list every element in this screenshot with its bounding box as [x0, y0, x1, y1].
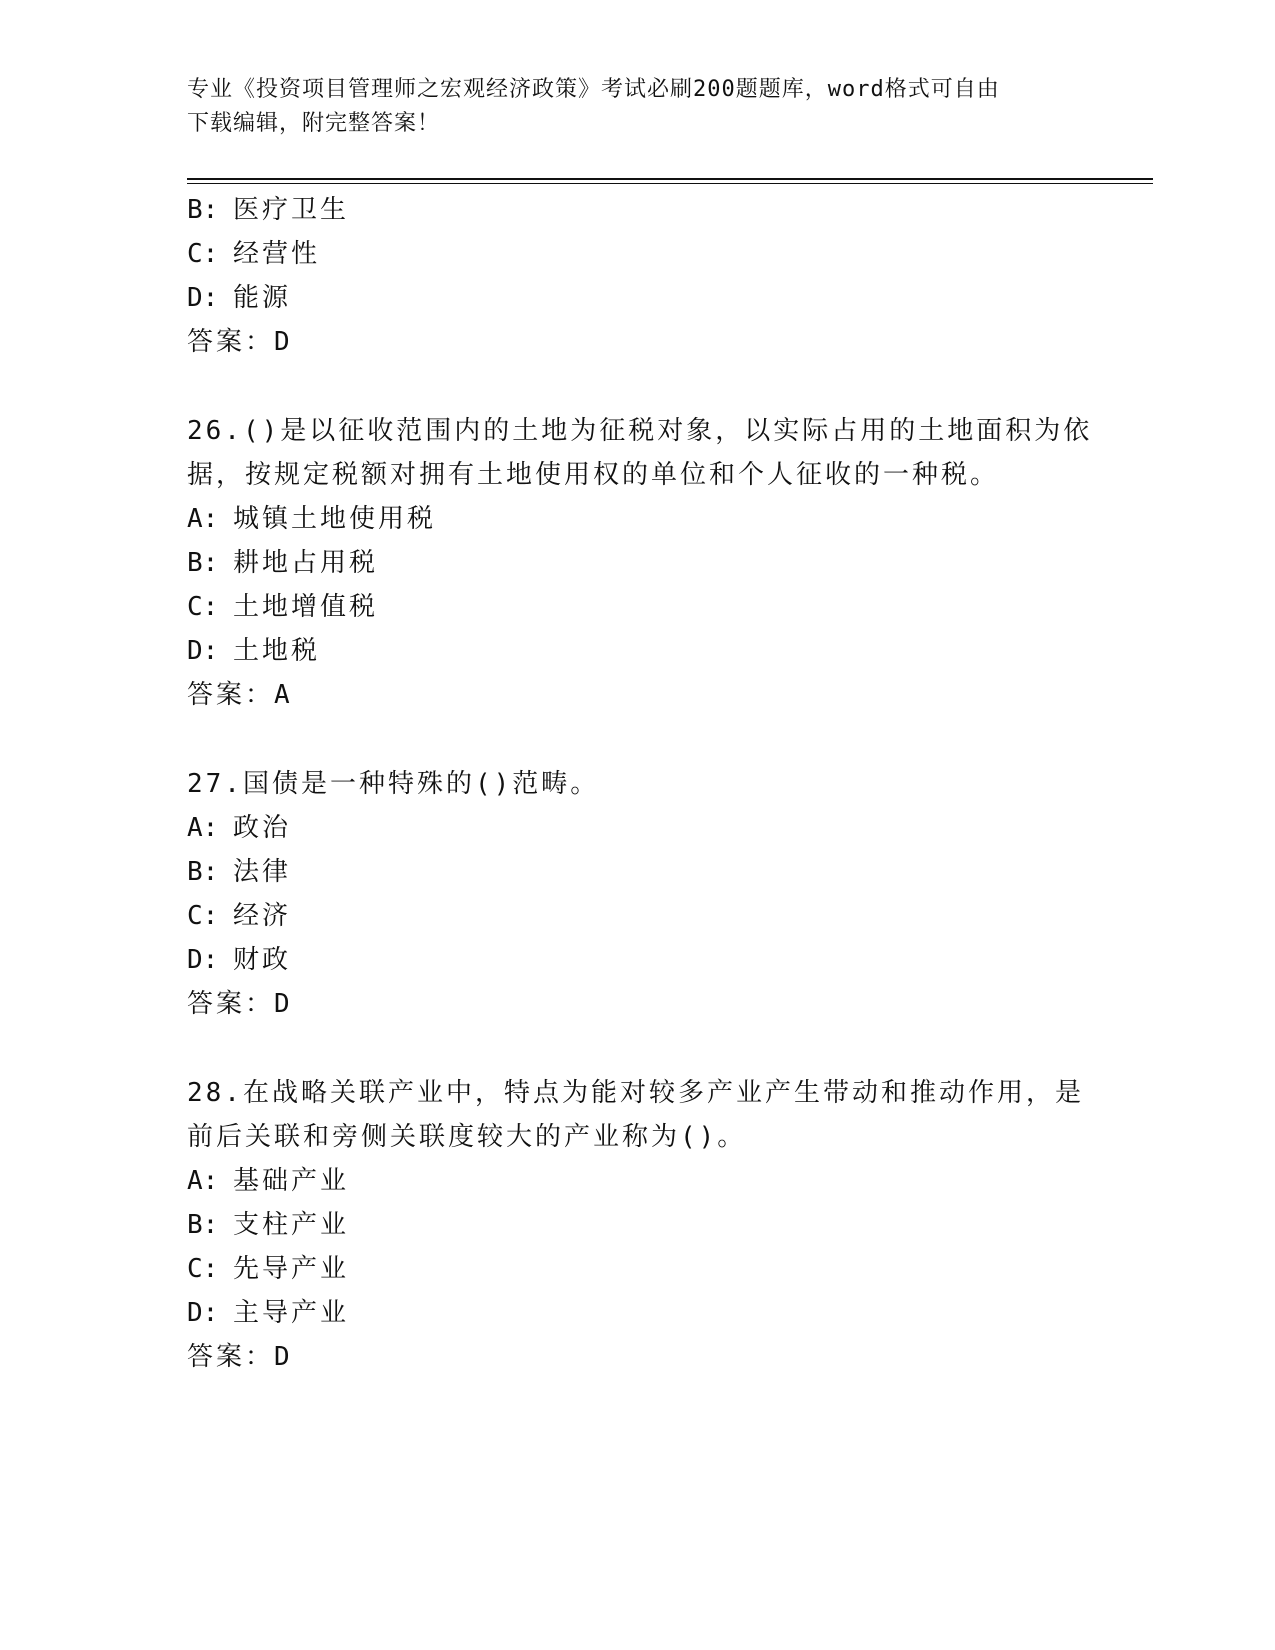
document-header	[187, 73, 1087, 141]
q26-option-a	[187, 501, 436, 537]
q25-answer: 答案：D	[187, 327, 293, 357]
option-text: 法律	[233, 857, 292, 887]
option-text: 城镇土地使用税	[233, 504, 437, 534]
option-text: 财政	[233, 945, 292, 975]
option-text: 支柱产业	[233, 1210, 350, 1240]
option-letter: D:	[187, 283, 219, 313]
option-letter: B:	[187, 1210, 219, 1240]
option-text: 医疗卫生	[233, 195, 350, 225]
option-letter: C:	[187, 901, 219, 931]
q26-option-d	[187, 633, 320, 669]
option-text: 土地增值税	[233, 592, 379, 622]
option-text: 政治	[233, 813, 292, 843]
q26-option-c	[187, 589, 378, 625]
q25-option-b	[187, 192, 349, 228]
q27-option-a	[187, 810, 291, 846]
q28-answer: 答案：D	[187, 1342, 293, 1372]
q27-option-c	[187, 898, 291, 934]
option-letter: C:	[187, 239, 219, 269]
option-letter: B:	[187, 857, 219, 887]
option-text: 基础产业	[233, 1166, 350, 1196]
header-line-1: 专业《投资项目管理师之宏观经济政策》考试必刷200题题库，word格式可自由	[187, 77, 1000, 102]
q26-text-line-1: 26.()是以征收范围内的土地为征税对象，以实际占用的土地面积为依	[187, 416, 1093, 446]
option-text: 经济	[233, 901, 292, 931]
q28-option-d	[187, 1295, 349, 1331]
q28-text-line-1: 28.在战略关联产业中，特点为能对较多产业产生带动和推动作用，是	[187, 1078, 1084, 1108]
q26-text-line-2: 据，按规定税额对拥有土地使用权的单位和个人征收的一种税。	[187, 460, 1000, 490]
option-text: 主导产业	[233, 1298, 350, 1328]
header-rule-thick	[187, 178, 1153, 180]
option-text: 先导产业	[233, 1254, 350, 1284]
q25-option-c	[187, 236, 320, 272]
q28-option-a	[187, 1163, 349, 1199]
option-text: 经营性	[233, 239, 321, 269]
option-letter: B:	[187, 548, 219, 578]
q28-option-c	[187, 1251, 349, 1287]
q26-option-b	[187, 545, 378, 581]
option-letter: A:	[187, 1166, 219, 1196]
q28-text-line-2: 前后关联和旁侧关联度较大的产业称为()。	[187, 1122, 747, 1152]
q26-answer: 答案：A	[187, 680, 293, 710]
option-letter: A:	[187, 504, 219, 534]
option-letter: D:	[187, 1298, 219, 1328]
option-letter: C:	[187, 592, 219, 622]
option-text: 土地税	[233, 636, 321, 666]
q27-answer: 答案：D	[187, 989, 293, 1019]
option-text: 耕地占用税	[233, 548, 379, 578]
q28-option-b	[187, 1207, 349, 1243]
header-line-2: 下载编辑，附完整答案！	[187, 111, 441, 136]
q25-option-d	[187, 280, 291, 316]
header-rule-thin	[187, 183, 1153, 184]
option-letter: B:	[187, 195, 219, 225]
option-letter: D:	[187, 945, 219, 975]
option-letter: A:	[187, 813, 219, 843]
q27-text-line-1: 27.国债是一种特殊的()范畴。	[187, 769, 600, 799]
q27-option-b	[187, 854, 291, 890]
q27-option-d	[187, 942, 291, 978]
option-letter: C:	[187, 1254, 219, 1284]
option-text: 能源	[233, 283, 292, 313]
option-letter: D:	[187, 636, 219, 666]
